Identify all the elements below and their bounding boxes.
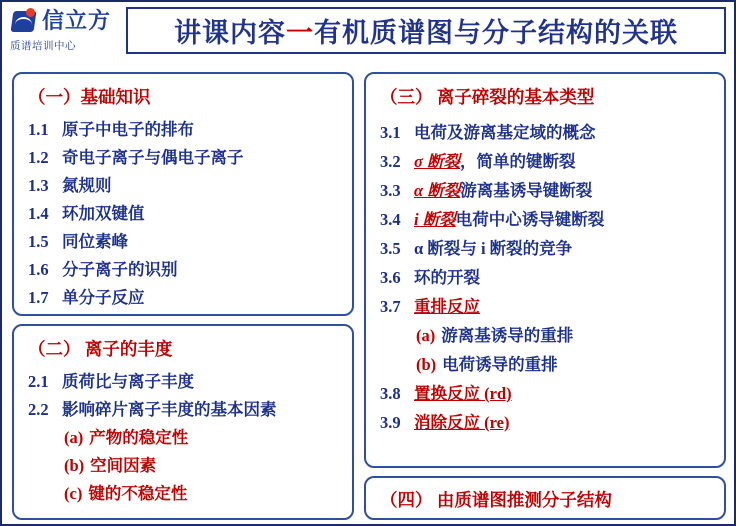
list-item [28, 256, 344, 284]
item-text: 分子离子的识别 [62, 260, 178, 279]
page-title-dash: 一 [286, 18, 314, 48]
item-text-emphasis: σ 断裂 [414, 152, 461, 171]
panel-fragmentation-types [364, 72, 726, 468]
item-number: 1.1 [28, 120, 49, 139]
item-number: 1.5 [28, 232, 49, 251]
item-text: 游离基诱导键断裂 [460, 181, 593, 200]
panel-basics-list [28, 116, 344, 312]
item-text: 同位素峰 [62, 232, 128, 251]
item-number: 1.6 [28, 260, 49, 279]
list-item [28, 396, 344, 424]
list-item [28, 200, 344, 228]
list-item [28, 172, 344, 200]
item-text-emphasis: i 断裂 [414, 210, 456, 229]
item-text: 氮规则 [62, 176, 112, 195]
item-text: 键的不稳定性 [88, 484, 188, 503]
item-text: 环加双键值 [62, 204, 145, 223]
item-text: ，简单的键断裂 [460, 152, 576, 171]
logo-mark-icon [10, 8, 40, 36]
item-text: 影响碎片离子丰度的基本因素 [62, 400, 277, 419]
item-number: 1.2 [28, 148, 49, 167]
item-number: 3.6 [380, 268, 401, 287]
item-text: 空间因素 [90, 456, 157, 475]
item-number: 1.4 [28, 204, 49, 223]
panel-basics-title: （一）基础知识 [28, 87, 151, 107]
list-item [28, 368, 344, 396]
page-title [126, 7, 726, 54]
list-item [28, 116, 344, 144]
item-number: 2.1 [28, 372, 49, 391]
page-title-rest: 有机质谱图与分子结构的关联 [314, 18, 678, 48]
item-number: 3.8 [380, 384, 401, 403]
item-text: α 断裂与 i 断裂的竞争 [414, 239, 573, 258]
item-text: 产物的稳定性 [89, 428, 189, 447]
list-item [28, 424, 344, 452]
item-sub-label: (c) [64, 484, 83, 503]
item-text: 电荷及游离基定域的概念 [414, 123, 596, 142]
list-item [380, 147, 716, 176]
list-item [28, 452, 344, 480]
panel-ion-abundance-title: （二） 离子的丰度 [28, 339, 173, 359]
list-item [28, 480, 344, 508]
slide-header [2, 2, 734, 60]
logo [8, 6, 120, 56]
list-item [380, 205, 716, 234]
item-text: 原子中电子的排布 [62, 120, 194, 139]
item-sub-label: (a) [64, 428, 84, 447]
panel-fragmentation-types-list [380, 118, 716, 437]
item-text: 电荷诱导的重排 [442, 355, 558, 374]
item-text: 单分子反应 [62, 288, 145, 307]
panel-ion-abundance-list [28, 368, 344, 508]
item-sub-label: (b) [64, 456, 85, 475]
item-sub-label: (b) [416, 355, 437, 374]
list-item [380, 234, 716, 263]
item-number: 3.3 [380, 181, 401, 200]
list-item [380, 176, 716, 205]
item-text: 奇电子离子与偶电子离子 [62, 148, 244, 167]
list-item [28, 284, 344, 312]
list-item [380, 263, 716, 292]
item-number: 1.3 [28, 176, 49, 195]
panel-ion-abundance [12, 324, 354, 520]
item-number: 3.5 [380, 239, 401, 258]
logo-name: 信立方 [42, 8, 112, 33]
item-text-emphasis: α 断裂 [414, 181, 461, 200]
item-text-emphasis: 消除反应 (re) [414, 413, 510, 432]
panel-basics [12, 72, 354, 316]
panel-structure-deduction-title: （四） 由质谱图推测分子结构 [380, 490, 612, 510]
list-item [380, 379, 716, 408]
item-number: 3.1 [380, 123, 401, 142]
item-number: 3.2 [380, 152, 401, 171]
item-text: 环的开裂 [414, 268, 480, 287]
item-text-emphasis: 重排反应 [414, 297, 480, 316]
item-number: 2.2 [28, 400, 49, 419]
item-text: 游离基诱导的重排 [441, 326, 574, 345]
panel-fragmentation-types-title: （三） 离子碎裂的基本类型 [380, 87, 595, 107]
logo-subtitle: 质谱培训中心 [10, 40, 76, 52]
list-item [28, 144, 344, 172]
page-title-text [174, 11, 678, 50]
page-title-main: 讲课内容 [174, 18, 286, 48]
item-number: 1.7 [28, 288, 49, 307]
item-sub-label: (a) [416, 326, 436, 345]
panel-structure-deduction [364, 476, 726, 520]
list-item [380, 321, 716, 350]
item-number: 3.4 [380, 210, 401, 229]
list-item [380, 292, 716, 321]
list-item [380, 118, 716, 147]
item-text: 质荷比与离子丰度 [62, 372, 194, 391]
list-item [380, 350, 716, 379]
list-item [28, 228, 344, 256]
item-number: 3.9 [380, 413, 401, 432]
item-text-emphasis: 置换反应 (rd) [414, 384, 512, 403]
item-number: 3.7 [380, 297, 401, 316]
list-item [380, 408, 716, 437]
item-text: 电荷中心诱导键断裂 [455, 210, 605, 229]
